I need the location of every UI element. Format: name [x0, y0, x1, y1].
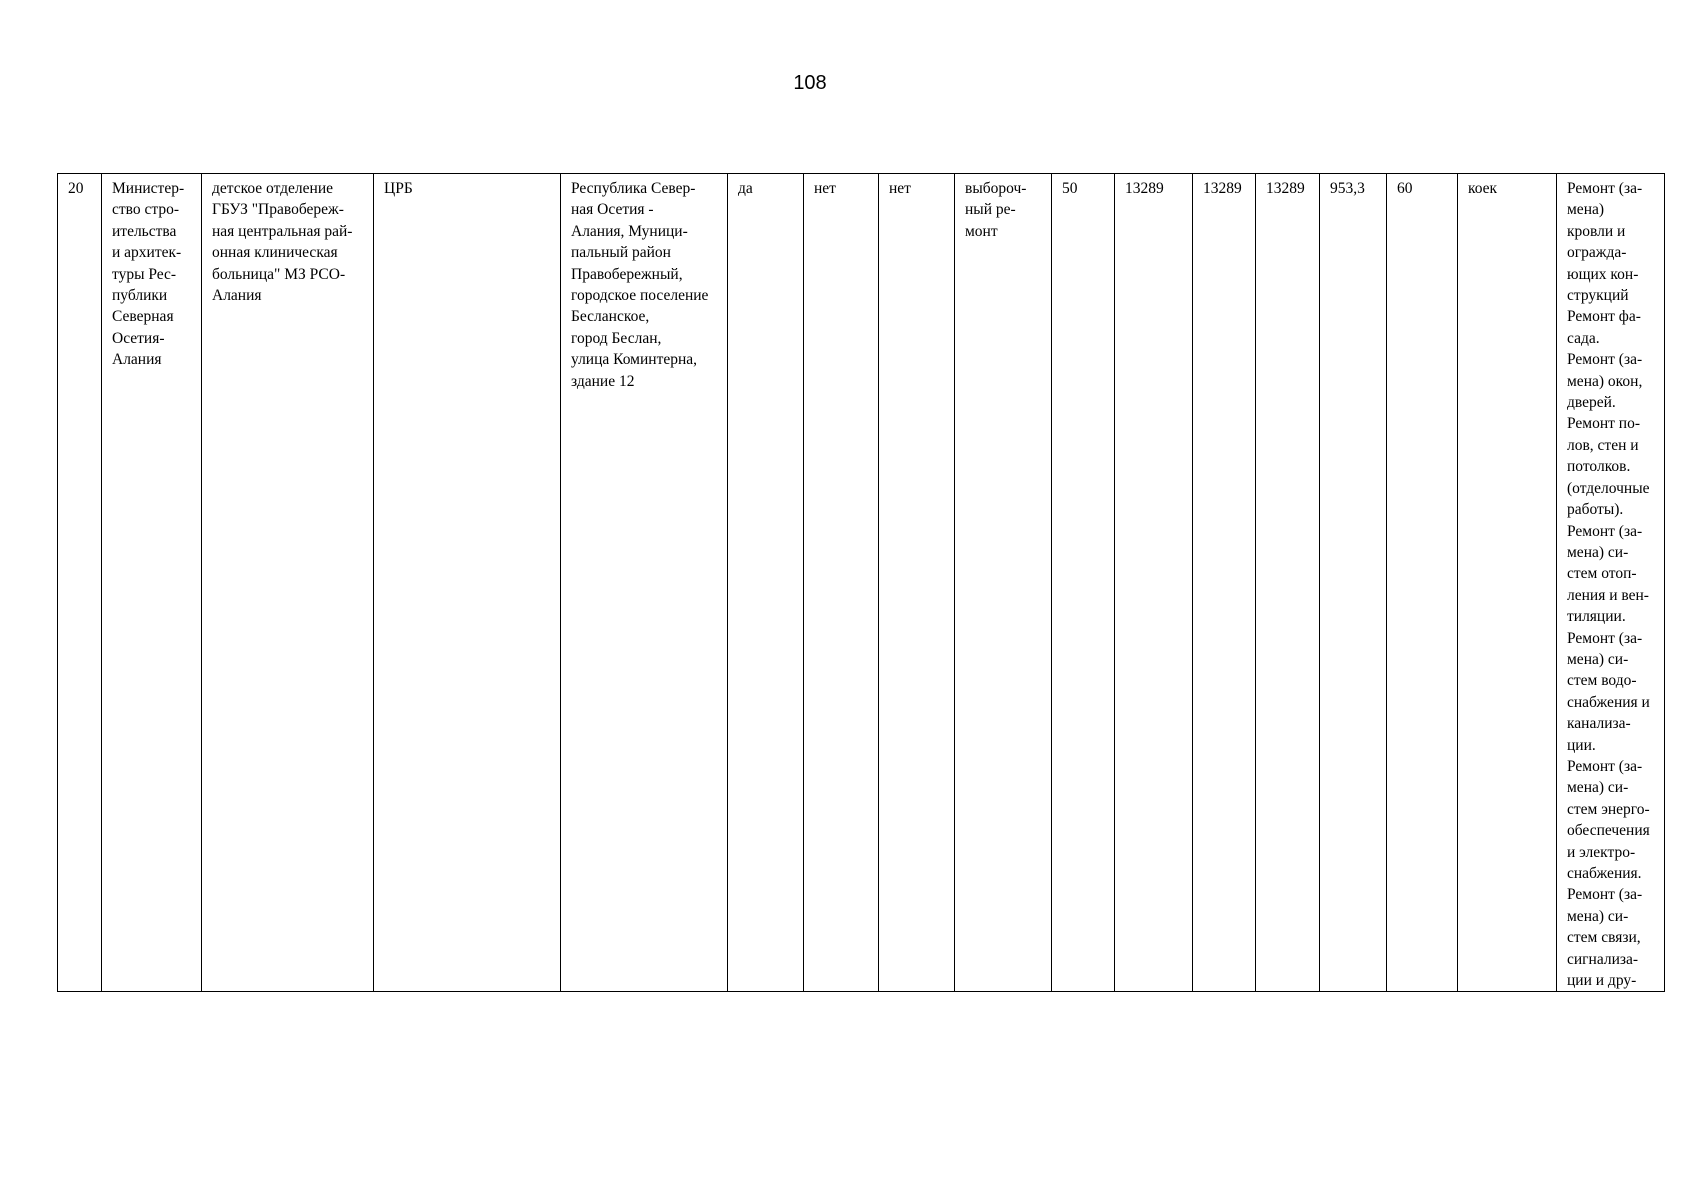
text-line: стем связи,: [1567, 929, 1641, 947]
cell-institution: [202, 174, 374, 992]
text-line: пальный район: [571, 244, 671, 262]
text-line: публики: [112, 287, 168, 305]
text-line: Алания, Муници-: [571, 222, 688, 240]
cell-ministry: [102, 174, 202, 992]
text-line: и архитек-: [112, 244, 182, 262]
text-line: Бесланское,: [571, 308, 650, 326]
text-line: (отделочные: [1567, 479, 1650, 497]
cell-repair-type: [955, 174, 1052, 992]
text-line: Ремонт (за-: [1567, 522, 1643, 540]
text-line: ления и вен-: [1567, 586, 1649, 604]
text-line: снабжения и: [1567, 693, 1650, 711]
cell-col-12: 13289: [1193, 174, 1256, 992]
cell-address: [561, 174, 728, 992]
text-line: больница" МЗ РСО-: [212, 265, 346, 283]
cell-row-number: 20: [58, 174, 102, 992]
text-line: Министер-: [112, 180, 185, 197]
text-line: мена) си-: [1567, 779, 1629, 797]
text-line: Северная: [112, 308, 174, 326]
cell-works: [1557, 174, 1665, 992]
text-line: огражда-: [1567, 244, 1627, 262]
text-line: ГБУЗ "Правобереж-: [212, 201, 344, 219]
text-line: Правобережный,: [571, 265, 683, 283]
table-row: [58, 174, 1665, 992]
text-line: снабжения.: [1567, 865, 1642, 882]
text-line: дверей.: [1567, 394, 1616, 412]
text-line: стем энерго-: [1567, 800, 1650, 818]
text-line: мена): [1567, 201, 1605, 219]
text-line: Алания: [212, 287, 262, 305]
text-line: мена) си-: [1567, 907, 1629, 925]
text-line: город Беслан,: [571, 329, 662, 347]
text-line: ции и дру-: [1567, 972, 1637, 990]
text-line: Ремонт (за-: [1567, 757, 1643, 775]
text-line: Ремонт (за-: [1567, 886, 1643, 904]
text-line: ительства: [112, 222, 177, 240]
text-line: Ремонт (за-: [1567, 180, 1643, 197]
text-line: Республика Север-: [571, 180, 696, 197]
cell-col-7: нет: [804, 174, 879, 992]
text-line: обеспечения: [1567, 822, 1650, 840]
text-line: Ремонт (за-: [1567, 629, 1643, 647]
text-line: мена) окон,: [1567, 372, 1643, 390]
text-line: Ремонт фа-: [1567, 308, 1641, 326]
text-line: ная центральная рай-: [212, 222, 353, 240]
text-line: Алания: [112, 351, 162, 369]
text-line: ный ре-: [965, 201, 1016, 219]
cell-col-13: 13289: [1256, 174, 1320, 992]
cell-type: ЦРБ: [374, 174, 561, 992]
text-line: тиляции.: [1567, 608, 1626, 626]
text-line: ная Осетия -: [571, 201, 654, 219]
text-line: монт: [965, 222, 998, 240]
text-line: здание 12: [571, 372, 635, 390]
text-line: стем отоп-: [1567, 565, 1637, 583]
text-line: городское поселение: [571, 287, 709, 305]
text-line: Ремонт по-: [1567, 415, 1641, 433]
text-line: канализа-: [1567, 715, 1631, 733]
cell-col-10: 50: [1052, 174, 1115, 992]
text-line: ции.: [1567, 736, 1596, 754]
program-table: [57, 173, 1665, 992]
text-line: улица Коминтерна,: [571, 351, 698, 369]
text-line: сада.: [1567, 329, 1600, 347]
text-line: ющих кон-: [1567, 265, 1639, 283]
text-line: мена) си-: [1567, 543, 1629, 561]
text-line: струкций: [1567, 287, 1629, 305]
cell-col-8: нет: [879, 174, 955, 992]
cell-unit: коек: [1458, 174, 1557, 992]
text-line: Ремонт (за-: [1567, 351, 1643, 369]
text-line: и электро-: [1567, 843, 1636, 861]
text-line: лов, стен и: [1567, 436, 1639, 454]
text-line: кровли и: [1567, 222, 1626, 240]
text-line: Осетия-: [112, 329, 165, 347]
page-number: 108: [793, 72, 827, 94]
text-line: стем водо-: [1567, 672, 1637, 690]
cell-col-14: 953,3: [1320, 174, 1387, 992]
text-line: сигнализа-: [1567, 950, 1639, 968]
text-line: потолков.: [1567, 458, 1631, 476]
text-line: детское отделение: [212, 180, 334, 197]
text-line: выбороч-: [965, 180, 1027, 197]
text-line: мена) си-: [1567, 650, 1629, 668]
cell-col-15: 60: [1387, 174, 1458, 992]
text-line: туры Рес-: [112, 265, 177, 283]
cell-col-6: да: [728, 174, 804, 992]
text-line: работы).: [1567, 501, 1624, 519]
text-line: онная клиническая: [212, 244, 338, 262]
cell-col-11: 13289: [1115, 174, 1193, 992]
text-line: ство стро-: [112, 201, 179, 219]
